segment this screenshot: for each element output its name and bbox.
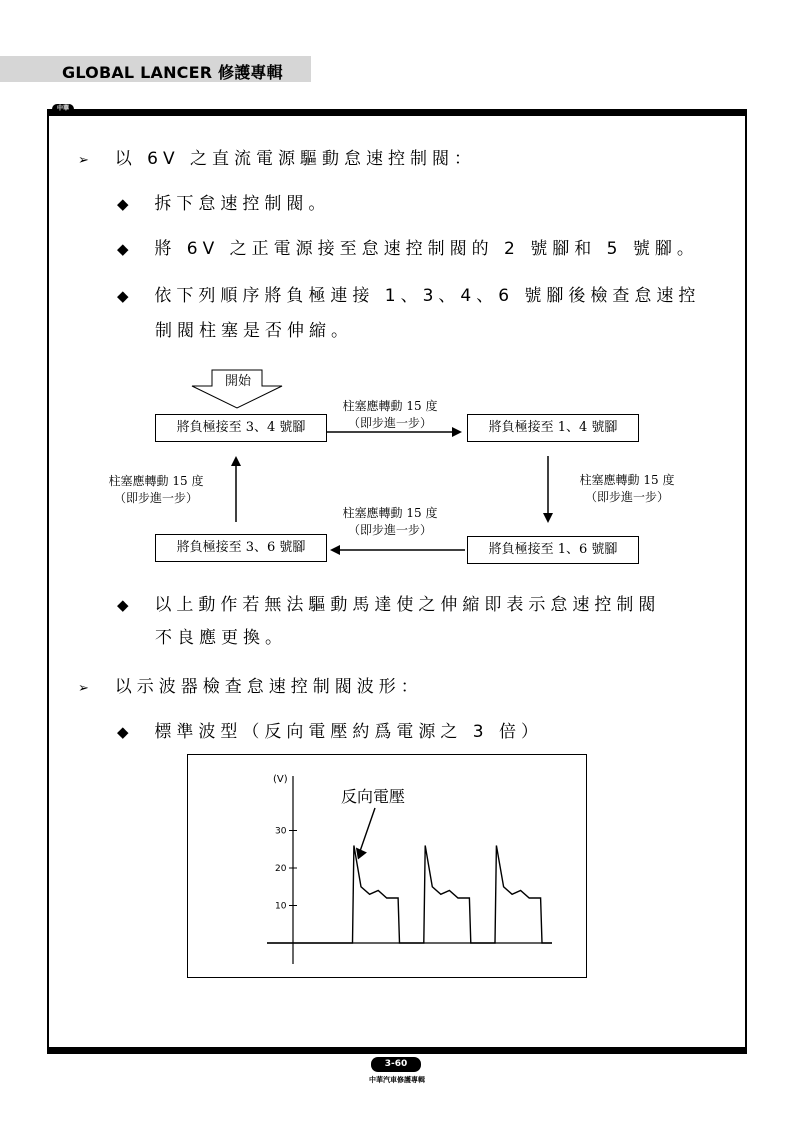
step2-text: 將 6V 之正電源接至怠速控制閥的 2 號腳和 5 號腳。 bbox=[154, 239, 699, 259]
diamond-bullet-icon: ◆ bbox=[117, 596, 134, 614]
box-pins-3-4: 將負極接至 3、4 號腳 bbox=[155, 414, 327, 442]
step3-text-line2: 制閥柱塞是否伸縮。 bbox=[155, 321, 353, 341]
diamond-bullet-icon: ◆ bbox=[117, 240, 134, 258]
start-label: 開始 bbox=[224, 374, 251, 389]
reverse-voltage-annotation: 反向電壓 bbox=[341, 787, 406, 806]
header-title: GLOBAL LANCER 修護專輯 bbox=[62, 63, 283, 82]
y-axis-label: (V) bbox=[273, 774, 288, 785]
section2-item bbox=[78, 676, 423, 700]
rotate-label-bottom-2: （即步進一步） bbox=[347, 523, 432, 537]
rotate-label-left-1: 柱塞應轉動 15 度 bbox=[108, 474, 204, 488]
step1-text: 拆下怠速控制閥。 bbox=[154, 194, 331, 214]
y-tick-label-30: 30 bbox=[275, 826, 287, 837]
box-pins-3-6: 將負極接至 3、6 號腳 bbox=[155, 534, 327, 562]
waveform-chart bbox=[187, 754, 587, 978]
arrow-bullet-icon: ➢ bbox=[78, 153, 94, 168]
section2-text: 以示波器檢查怠速控制閥波形： bbox=[114, 677, 423, 697]
left-arrowhead-icon bbox=[330, 545, 340, 555]
standard-text: 標準波型（反向電壓約爲電源之 3 倍） bbox=[154, 722, 543, 742]
arrow-bullet-icon: ➢ bbox=[78, 681, 94, 696]
diamond-bullet-icon: ◆ bbox=[117, 195, 134, 213]
result-text-line2: 不良應更換。 bbox=[155, 628, 287, 648]
rotate-label-right-2: （即步進一步） bbox=[584, 490, 669, 504]
diamond-bullet-icon: ◆ bbox=[117, 287, 134, 305]
y-tick-label-20: 20 bbox=[275, 864, 287, 874]
rotate-label-top-2: （即步進一步） bbox=[347, 416, 432, 430]
box-pins-1-6: 將負極接至 1、6 號腳 bbox=[467, 536, 639, 564]
rotate-label-bottom-1: 柱塞應轉動 15 度 bbox=[342, 506, 438, 520]
down-arrowhead-icon bbox=[543, 513, 553, 523]
publisher-label: 中華汽車修護專輯 bbox=[369, 1076, 425, 1084]
step3-text-line1: 依下列順序將負極連接 1、3、4、6 號腳後檢查怠速控 bbox=[154, 286, 701, 306]
result-item bbox=[117, 594, 660, 616]
rotate-label-top-1: 柱塞應轉動 15 度 bbox=[342, 399, 438, 413]
box-pins-1-4: 將負極接至 1、4 號腳 bbox=[467, 414, 639, 442]
rotate-label-right-1: 柱塞應轉動 15 度 bbox=[579, 473, 675, 487]
y-tick-label-10: 10 bbox=[275, 901, 287, 912]
waveform-series-0 bbox=[267, 846, 552, 944]
annotation-arrow-line bbox=[360, 808, 375, 852]
corner-logo: 中華 bbox=[52, 104, 74, 114]
rotate-label-left-2: （即步進一步） bbox=[113, 491, 198, 505]
result-text-line1: 以上動作若無法驅動馬達使之伸縮即表示怠速控制閥 bbox=[154, 595, 661, 615]
up-arrowhead-icon bbox=[231, 456, 241, 466]
bottom-rule bbox=[47, 1047, 747, 1054]
standard-item bbox=[117, 721, 543, 743]
diamond-bullet-icon: ◆ bbox=[117, 723, 134, 741]
page-number-badge: 3-60 bbox=[371, 1057, 421, 1072]
section1-text: 以 6V 之直流電源驅動怠速控制閥： bbox=[114, 149, 476, 169]
